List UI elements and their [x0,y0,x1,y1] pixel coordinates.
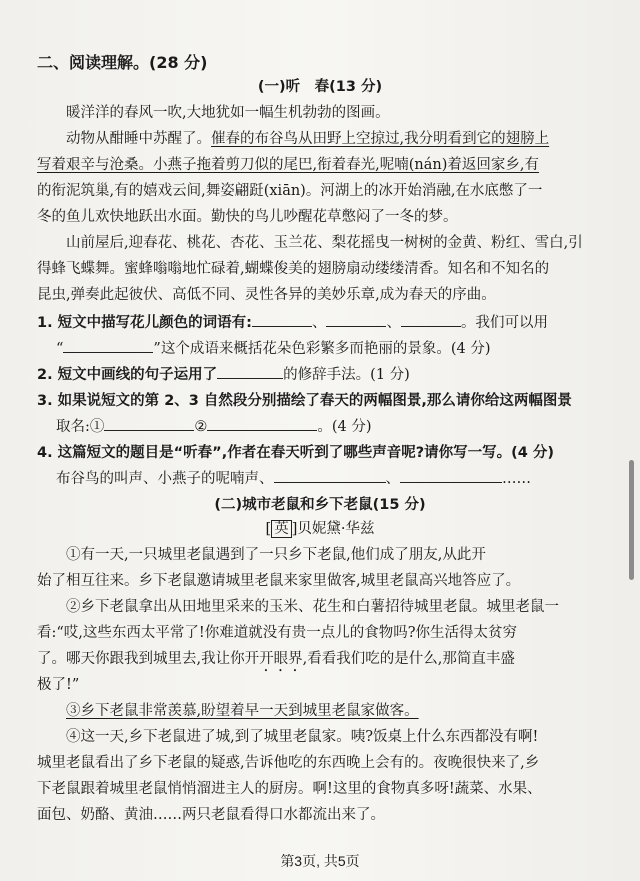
answer-blank[interactable] [274,468,386,483]
passage2-paragraph-4-line-3: 下老鼠跟着城里老鼠悄悄溜进主人的厨房。啊!这里的食物真多呀!蔬菜、水果、 [37,781,542,797]
question-text: 1. 短文中描写花儿颜色的词语有: [37,315,252,331]
passage1-paragraph-1: 暖洋洋的春风一吹,大地犹如一幅生机勃勃的图画。 [66,105,390,121]
passage1-paragraph-2-line-2 [37,154,640,176]
text-run: ,看看我们吃的是什么,那简直丰盛 [302,651,515,667]
answer-blank[interactable] [252,312,312,327]
page-number: 第3页, 共5页 [280,853,360,869]
passage2-paragraph-2-line-4: 极了!” [37,677,80,693]
question-3-continued [56,416,640,438]
section-heading: 二、阅读理解。(28 分) [37,53,208,72]
quote-open: “ [56,341,64,357]
separator: 、 [385,471,400,487]
answer-blank[interactable] [400,468,502,483]
answer-blank[interactable] [207,416,317,431]
passage2-author: [ 英 ]贝妮黛·华兹 [265,521,375,537]
passage2-paragraph-2-line-1: ②乡下老鼠拿出从田地里采来的玉米、花生和白薯招待城里老鼠。城里老鼠一 [66,599,559,615]
passage1-paragraph-2-line-3: 的衔泥筑巢,有的嬉戏云间,舞姿翩跹(xiān)。河湖上的冰开始消融,在水底憋了一 [37,183,543,199]
question-2 [37,364,640,386]
question-text: ”这个成语来概括花朵色彩繁多而艳丽的景象。(4 分) [153,341,491,357]
underlined-sentence: ③乡下老鼠非常羡慕,盼望着早一天到城里老鼠家做客。 [66,703,419,719]
question-text: 2. 短文中画线的句子运用了 [37,367,218,383]
passage2-paragraph-2-line-2: 看:“哎,这些东西太平常了!你难道就没有贵一点儿的食物吗?你生活得太贫穷 [37,625,518,641]
question-4-continued [56,468,640,490]
question-text: 布谷鸟的叫声、小燕子的呢喃声、 [56,471,274,487]
question-text: 。(4 分) [317,419,372,435]
passage2-paragraph-3 [66,700,640,722]
question-3: 3. 如果说短文的第 2、3 自然段分别描绘了春天的两幅图景,那么请你给这两幅图景 [37,393,572,409]
passage1-paragraph-3-line-1: 山前屋后,迎春花、桃花、杏花、玉兰花、梨花摇曳一树树的金黄、粉红、雪白,引 [66,235,583,251]
question-text: ② [194,419,208,435]
separator: 、 [386,315,401,331]
underlined-sentence: 催春的布谷鸟从田野上空掠过,我分明看到它的翅膀上 [211,131,550,147]
separator: 、 [311,315,327,331]
author-name: 贝妮黛·华兹 [297,521,375,537]
passage2-paragraph-4-line-1: ④这一天,乡下老鼠进了城,到了城里老鼠家。咦?饭桌上什么东西都没有啊! [66,729,539,745]
passage2-title: (二)城市老鼠和乡下老鼠(15 分) [214,497,426,513]
passage1-title: (一)听 春(13 分) [257,79,383,95]
question-text: 。我们可以用 [460,315,548,331]
ellipsis: …… [502,471,531,487]
answer-blank[interactable] [401,312,461,327]
question-1 [37,312,640,334]
passage2-paragraph-4-line-4: 面包、奶酪、黄油……两只老鼠看得口水都流出来了。 [37,807,385,823]
scrollbar-thumb[interactable] [629,460,634,580]
passage2-paragraph-1-line-1: ①有一天,一只城里老鼠遇到了一只乡下老鼠,他们成了朋友,从此开 [66,547,486,563]
nationality-box: 英 [271,520,292,538]
dotted-word: 开眼界 [259,651,303,667]
question-1-continued [56,338,640,360]
answer-blank[interactable] [63,338,153,353]
passage1-paragraph-2-line-4: 冬的鱼儿欢快地跃出水面。勤快的鸟儿吵醒花草憋闷了一冬的梦。 [37,209,458,225]
underlined-sentence: 写着艰辛与沧桑。小燕子拖着剪刀似的尾巴,衔着春光,呢喃(nán)着返回家乡,有 [37,157,539,173]
passage2-paragraph-2-line-3 [37,648,640,675]
passage1-paragraph-2-line-1 [66,128,640,150]
passage1-paragraph-3-line-3: 昆虫,弹奏此起彼伏、高低不同、灵性各异的美妙乐章,成为春天的序曲。 [37,287,496,303]
question-text: 的修辞手法。(1 分) [283,367,410,383]
answer-blank[interactable] [326,312,386,327]
passage2-paragraph-1-line-2: 始了相互往来。乡下老鼠邀请城里老鼠来家里做客,城里老鼠高兴地答应了。 [37,573,521,589]
question-text: 取名:① [56,419,105,435]
answer-blank[interactable] [104,416,194,431]
text-run: 了。哪天你跟我到城里去,我让你开 [37,651,260,667]
passage2-paragraph-4-line-2: 城里老鼠看出了乡下老鼠的疑惑,告诉他吃的东西晚上会有的。夜晚很快来了,乡 [37,755,540,771]
text-run: 动物从酣睡中苏醒了。 [66,131,211,147]
answer-blank[interactable] [217,364,283,379]
passage1-paragraph-3-line-2: 得蜂飞蝶舞。蜜蜂嗡嗡地忙碌着,蝴蝶俊美的翅膀扇动缕缕清香。知名和不知名的 [37,261,550,277]
question-4: 4. 这篇短文的题目是“听春”,作者在春天听到了哪些声音呢?请你写一写。(4 分) [37,445,555,461]
